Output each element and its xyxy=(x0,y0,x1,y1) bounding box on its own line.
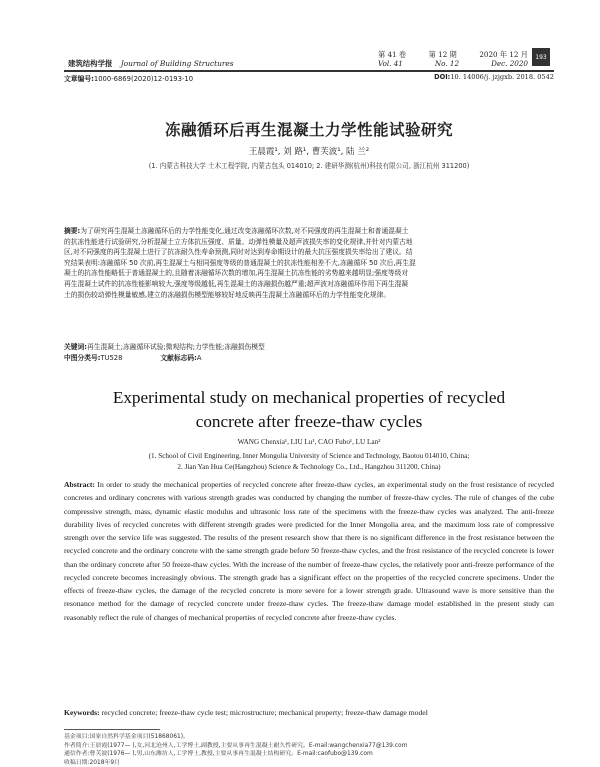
doi xyxy=(400,73,554,81)
issue-cn: 第 12 期 xyxy=(428,50,457,59)
footnote-author: 作者简介:王晨霞(1977— ),女,河北沧州人,工学博士,副教授,主要从事再生混凝土耐久性研究。E-mail:wangchenxia77@139.com xyxy=(64,742,408,749)
footnote-received-date: 收稿日期:2018年9月 xyxy=(64,759,121,766)
volume-en: Vol. 41 xyxy=(378,59,403,68)
class-number-value: TU528 xyxy=(100,354,123,362)
journal-name-en: Journal of Building Structures xyxy=(120,59,234,68)
abstract-en xyxy=(64,478,554,624)
journal-name-cn: 建筑结构学报 xyxy=(68,59,113,68)
issue-info xyxy=(378,50,528,68)
doc-code-label: 文献标志码: xyxy=(160,354,197,362)
footnote-corresponding-author: 通信作者:曹芙波(1976— ),男,山东潍坊人,工学博士,教授,主要从事再生混凝土结构研究。E-mail:caofubo@139.com xyxy=(64,751,373,758)
keywords-en xyxy=(64,708,554,717)
title-en-line: Experimental study on mechanical properties of recycled xyxy=(112,388,506,407)
authors-en: WANG Chenxia¹, LIU Lu¹, CAO Fubo¹, LU Lan² xyxy=(237,438,381,446)
keywords-cn-value: 再生混凝土;冻融循环试验;微观结构;力学性能;冻融损伤模型 xyxy=(86,343,265,351)
authors-cn: 王晨霞¹, 刘 路¹, 曹芙波¹, 陆 兰² xyxy=(248,147,370,157)
journal-header xyxy=(68,58,234,69)
page-number-badge: 193 xyxy=(532,48,550,66)
affiliation-en-line: 2. Jian Yan Hua Ce(Hangzhou) Science & Technology Co., Ltd., Hangzhou 311200, China) xyxy=(177,463,441,471)
abstract-cn xyxy=(64,226,554,300)
abstract-cn-label: 摘要: xyxy=(64,227,81,235)
abstract-cn-line: 摘要:为了研究再生混凝土冻融循环后的力学性能变化,通过改变冻融循环次数,对不同强度的再生混凝土和普通混凝土 xyxy=(64,227,409,235)
affiliation-cn: (1. 内蒙古科技大学 土木工程学院, 内蒙古包头 014010; 2. 建研华测(杭州)科技有限公司, 浙江杭州 311200) xyxy=(148,162,470,170)
abstract-cn-line: 的抗冻性能进行试验研究,分析混凝土立方体抗压强度、质量、动弹性模量及超声波损失率的变化规律,并针对内蒙古地 xyxy=(64,237,413,246)
abstract-en-label: Abstract: xyxy=(64,480,95,489)
abstract-cn-line: 区,对不同强度的再生混凝土进行了抗冻耐久性寿命预测,同时对达到寿命期设计的最大抗压强度损失率给出了建议。结 xyxy=(64,248,413,257)
abstract-cn-line: 凝土的抗冻性能略低于普通混凝土的,且随着冻融循环次数的增加,再生混凝土抗冻性能的劣势越来越明显;强度等级对 xyxy=(64,269,409,278)
issue-en: No. 12 xyxy=(434,59,460,68)
abstract-cn-line: 再生混凝土试件的抗冻性能影响较大,强度等级越低,再生混凝土的冻融损伤越严重;超声波对冻融循环作用下再生混凝 xyxy=(64,279,409,288)
header-rule xyxy=(64,70,554,72)
abstract-cn-line: 土的损伤较动弹性模量敏感,建立的冻融损伤模型能够较好地反映再生混凝土冻融循环后的力学性能变化规律。 xyxy=(64,290,391,299)
footnote-rule xyxy=(64,729,160,730)
title-en-line: concrete after freeze-thaw cycles xyxy=(195,412,423,431)
keywords-en-label: Keywords: xyxy=(64,708,100,717)
footnote-fund: 基金项目:国家自然科学基金项目(51868061)。 xyxy=(64,734,189,740)
article-number-value: 1000-6869(2020)12-0193-10 xyxy=(93,75,194,83)
date-cn: 2020 年 12 月 xyxy=(479,50,528,59)
doc-code-value: A xyxy=(196,354,202,362)
class-number-label: 中图分类号: xyxy=(64,354,101,362)
title-en xyxy=(64,386,554,434)
doi-value: 10. 14006/j. jzjgxb. 2018. 0542 xyxy=(450,73,554,81)
keywords-en-value: recycled concrete; freeze-thaw cycle test; microstructure; mechanical property; freeze-thaw damage model xyxy=(101,708,428,717)
title-cn: 冻融循环后再生混凝土力学性能试验研究 xyxy=(164,121,453,139)
abstract-en-text: In order to study the mechanical properties of recycled concrete after freeze-thaw cycles, an experimental study on the frost resistance of recycled concretes and ordinary concretes with various strength grades was conducted by changing the number of freeze-thaw cycles. The rule of changes of the cube compressive strength, mass, dynamic elastic modulus and ultrasonic loss rate of the specimens with the freeze-thaw cycles was analyzed. The anti-freeze durability lives of recycled concretes with different strength grades were predicted for the Inner Mongolia area, and the maximum loss rate of compressive strength over the service life was suggested. The results of the present research show that there is no significant difference in the frost resistance between the recycled concrete and the ordinary concrete with the same strength grade before 50 freeze-thaw cycles, and the frost resistance of the recycled concrete is lower than the ordinary concrete after 50 freeze-thaw cycles. With the increase of the number of freeze-thaw cycles, the relatively poor anti-freeze performance of the recycled concrete becomes increasingly obvious. The strength grade has a significant effect on the properties of the recycled concrete specimens. Under the effects of freeze-thaw cycles, the damage of the recycled concrete is more severe for a lower strength grade. Ultrasound wave is more sensitive than the resonance method for the damage of recycled concrete under freeze-thaw cycles. The freeze-thaw damage model established in the present study can reasonably reflect the rule of changes of mechanical properties of recycled concrete after freeze-thaw cycles. xyxy=(64,480,554,622)
keywords-cn-label: 关键词: xyxy=(64,343,87,351)
affiliation-en-line: (1. School of Civil Engineering, Inner Mongolia University of Science and Technology, Baotou 014010, China; xyxy=(148,452,470,460)
keywords-cn xyxy=(64,341,554,351)
classification-cn xyxy=(64,352,554,362)
date-en: Dec. 2020 xyxy=(491,59,528,68)
footnotes xyxy=(64,733,554,767)
abstract-cn-line: 究结果表明:冻融循环 50 次前,再生混凝土与相同强度等级的普通混凝土的抗冻性能相差不大,冻融循环 50 次后,再生混 xyxy=(64,258,416,267)
affiliation-en xyxy=(64,451,554,473)
article-number xyxy=(64,73,193,83)
article-number-label: 文章编号: xyxy=(64,75,94,83)
doi-label: DOI: xyxy=(434,73,451,81)
volume-cn: 第 41 卷 xyxy=(378,50,407,59)
